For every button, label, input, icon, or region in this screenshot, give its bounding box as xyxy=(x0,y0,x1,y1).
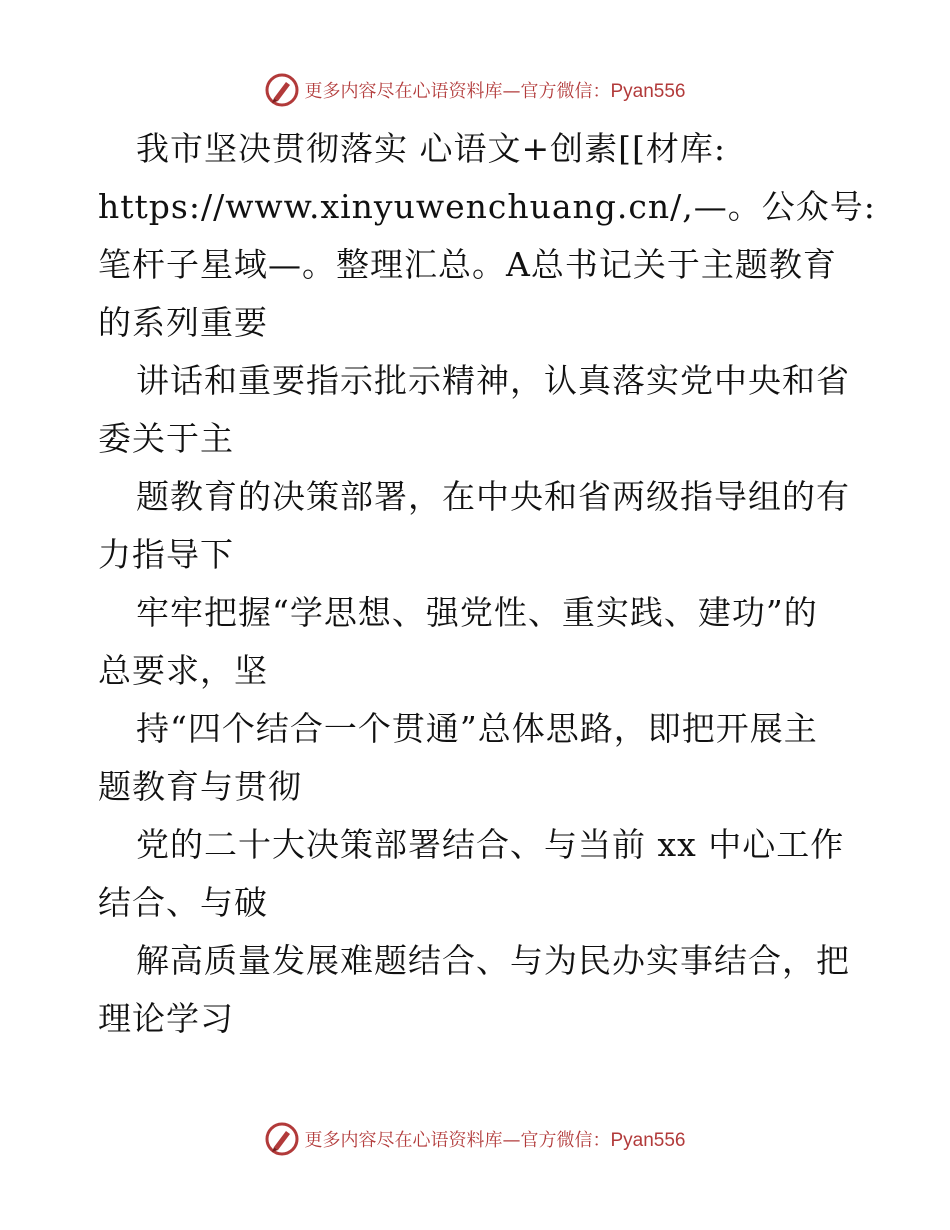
body-line: 的系列重要 xyxy=(98,303,268,342)
pen-logo-icon xyxy=(264,72,300,108)
document-body xyxy=(98,120,876,1048)
footer-banner-text xyxy=(304,1126,685,1152)
body-line: 笔杆子星域—。整理汇总。A总书记关于主题教育 xyxy=(98,245,837,284)
pen-logo-icon xyxy=(264,1121,300,1157)
header-watermark-banner xyxy=(0,70,950,110)
body-line: 理论学习 xyxy=(98,999,234,1038)
body-line: 党的二十大决策部署结合、与当前 xx 中心工作 xyxy=(136,825,845,864)
body-line: 委关于主 xyxy=(98,419,234,458)
body-line: 讲话和重要指示批示精神，认真落实党中央和省 xyxy=(136,361,850,400)
body-line: 题教育的决策部署，在中央和省两级指导组的有 xyxy=(136,477,850,516)
body-line: 力指导下 xyxy=(98,535,234,574)
header-banner-label: 更多内容尽在心语资料库—官方微信： xyxy=(304,81,611,102)
footer-watermark-banner xyxy=(0,1119,950,1159)
body-line: 结合、与破 xyxy=(98,883,268,922)
body-line: https://www.xinyuwenchuang.cn/,—。公众号: xyxy=(98,187,876,226)
body-line: 总要求，坚 xyxy=(98,651,268,690)
body-line: 持“四个结合一个贯通”总体思路，即把开展主 xyxy=(136,709,818,748)
footer-wechat-id: Pyan556 xyxy=(610,1130,686,1151)
footer-banner-label: 更多内容尽在心语资料库—官方微信： xyxy=(304,1130,611,1151)
body-line: 解高质量发展难题结合、与为民办实事结合，把 xyxy=(136,941,850,980)
header-banner-text xyxy=(304,77,685,103)
header-wechat-id: Pyan556 xyxy=(610,81,686,102)
body-line: 牢牢把握“学思想、强党性、重实践、建功”的 xyxy=(136,593,818,632)
body-line: 题教育与贯彻 xyxy=(98,767,302,806)
body-line: 我市坚决贯彻落实 心语文+创素[[材库: xyxy=(136,129,727,168)
